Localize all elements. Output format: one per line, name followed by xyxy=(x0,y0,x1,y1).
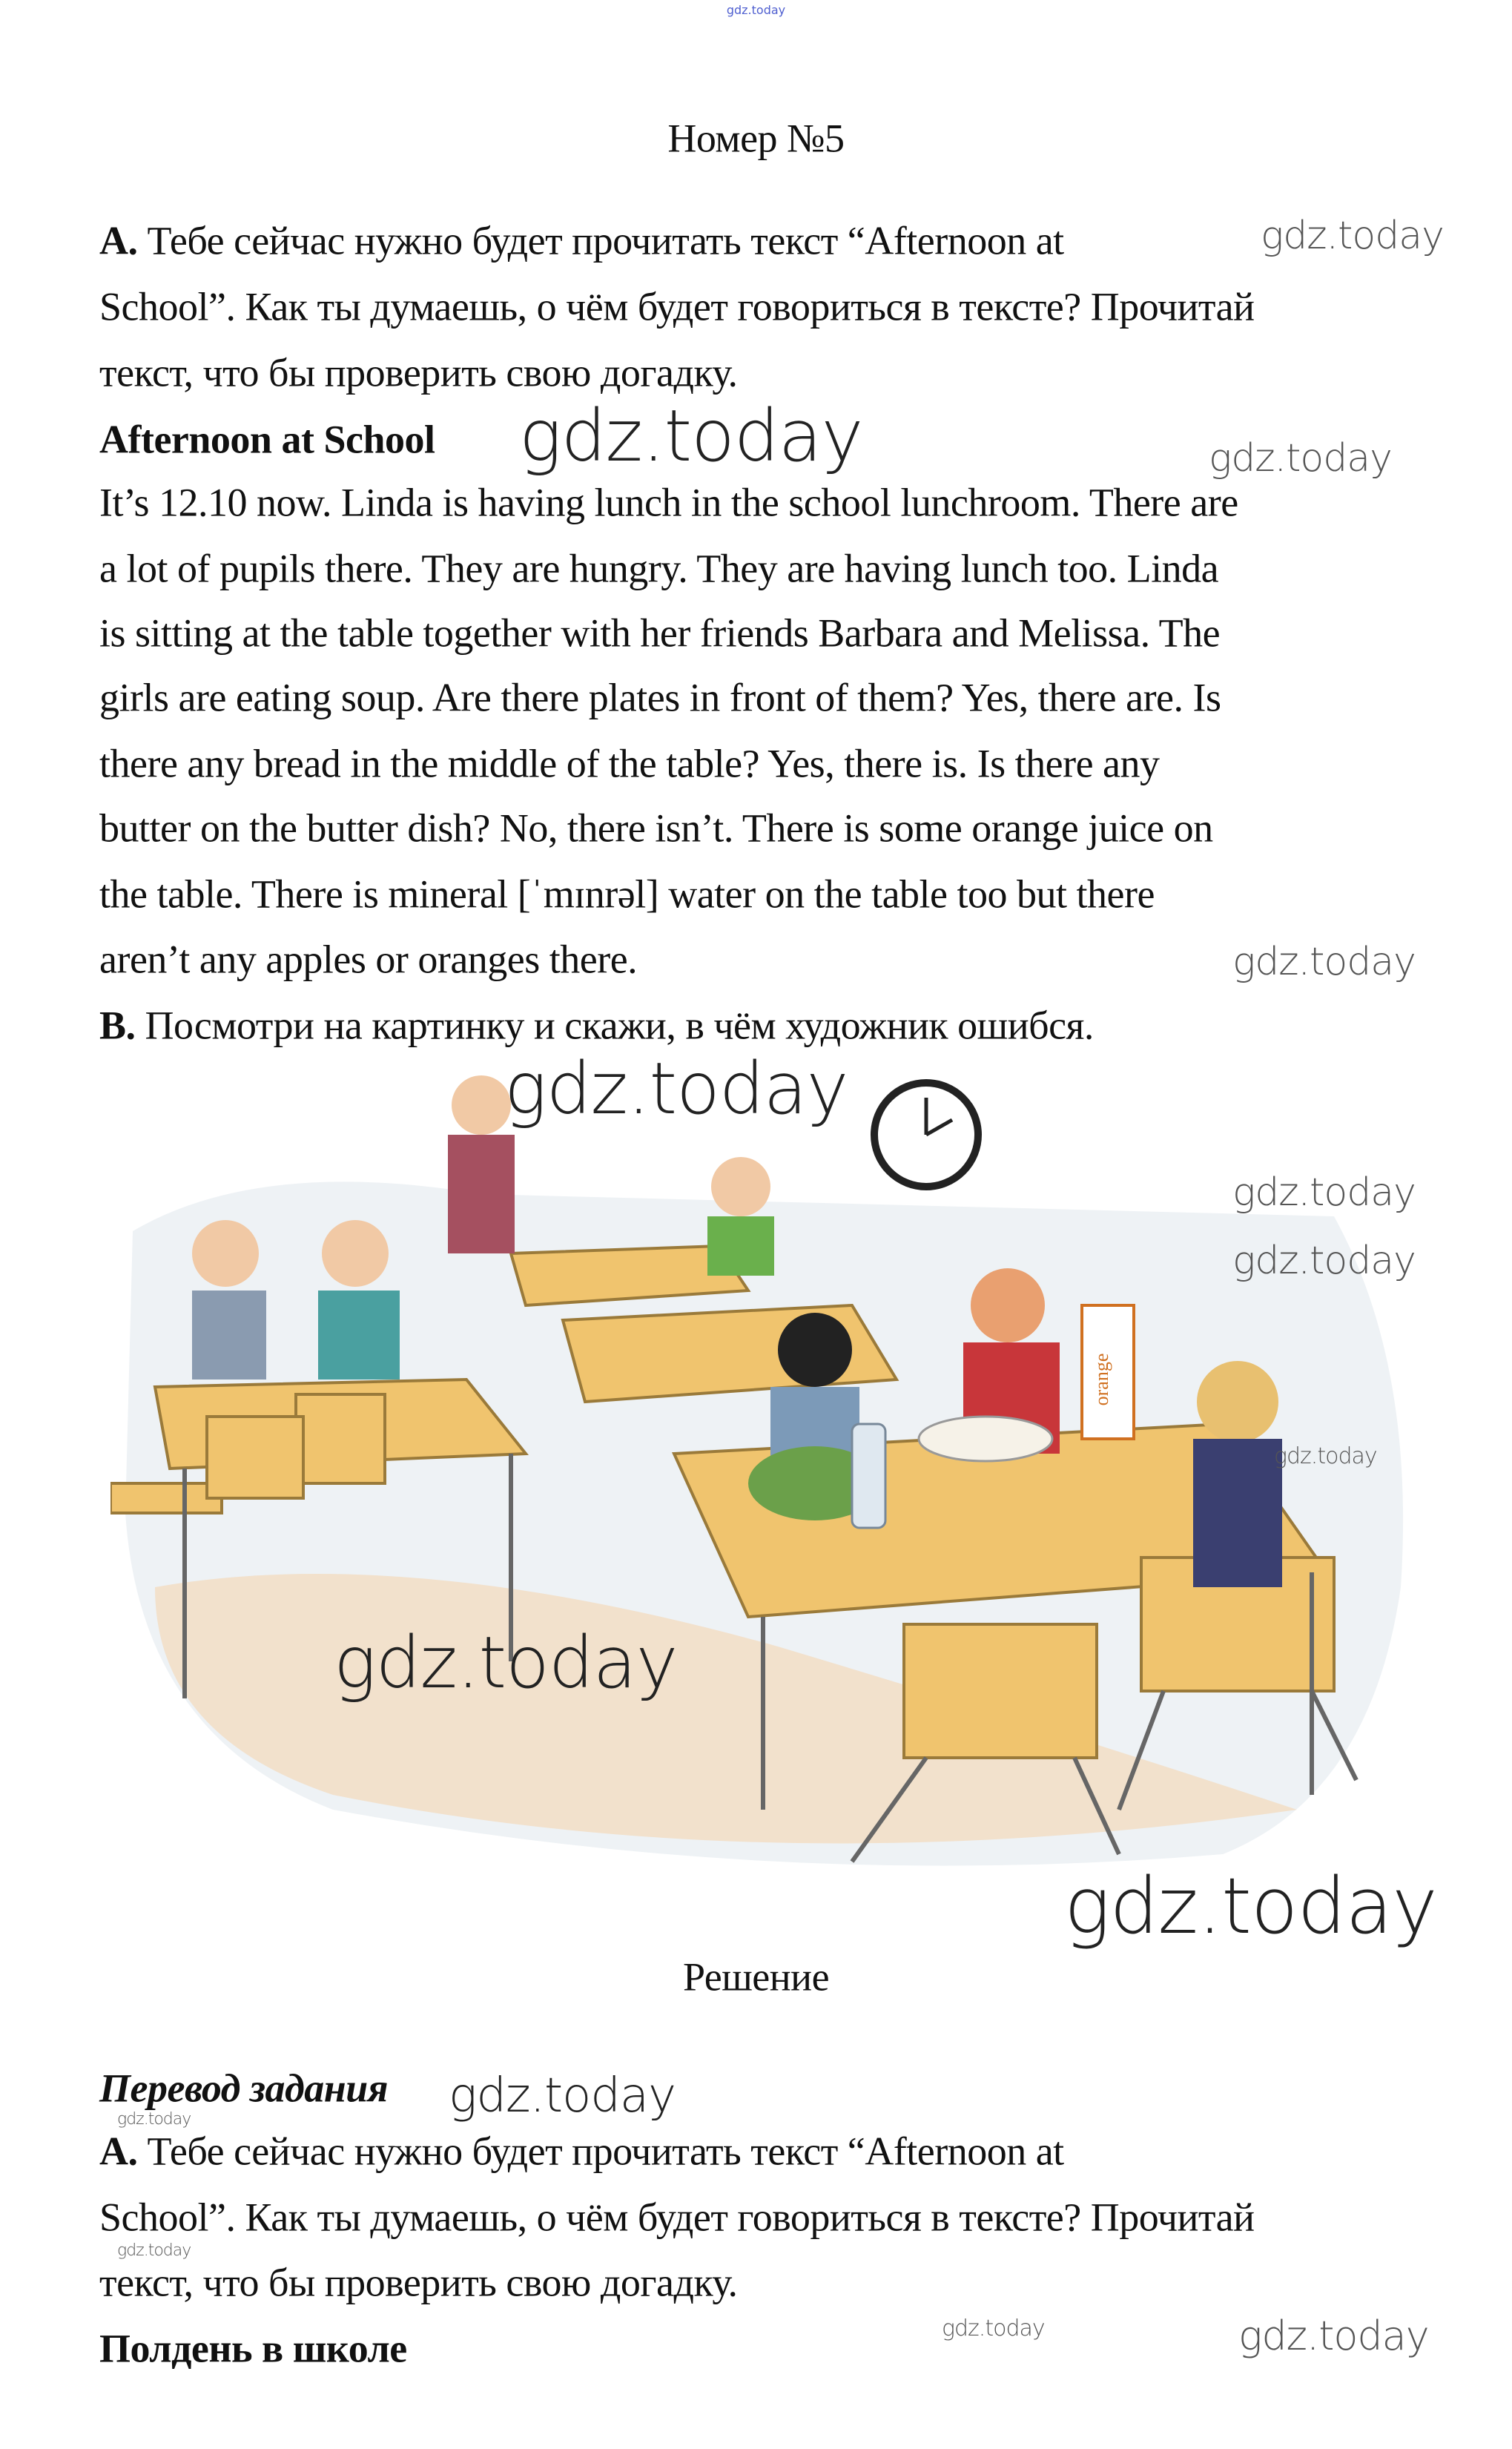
watermark: gdz.today xyxy=(1261,214,1444,258)
story-line: butter on the butter dish? No, there isn’t. There is some orange juice on xyxy=(99,805,1213,851)
translation-line-3: текст, что бы проверить свою догадку. xyxy=(99,2260,738,2305)
carton-label: orange xyxy=(1091,1353,1112,1406)
watermark: gdz.today xyxy=(1274,1443,1377,1469)
task-a-text: Тебе сейчас нужно будет прочитать текст “Afternoon at xyxy=(147,218,1064,263)
story-line: the table. There is mineral [ˈmɪnrəl] water on the table too but there xyxy=(99,871,1155,917)
page-title: Номер №5 xyxy=(667,116,845,161)
story-line: a lot of pupils there. They are hungry. They are having lunch too. Linda xyxy=(99,546,1219,591)
watermark: gdz.today xyxy=(117,2110,191,2129)
solution-heading: Решение xyxy=(682,1954,830,2000)
watermark: gdz.today xyxy=(1232,940,1416,984)
top-watermark: gdz.today xyxy=(726,3,786,17)
task-b-label: B. xyxy=(99,1003,136,1048)
bread-plate xyxy=(919,1417,1052,1461)
translation-line-2: School”. Как ты думаешь, о чём будет говориться в тексте? Прочитай xyxy=(99,2195,1255,2240)
story-line: girls are eating soup. Are there plates in front of them? Yes, there are. Is xyxy=(99,675,1221,720)
watermark: gdz.today xyxy=(334,1621,678,1704)
task-a-line-3: текст, что бы проверить свою догадку. xyxy=(99,350,738,395)
translation-label: A. xyxy=(99,2129,138,2174)
mineral-water-bottle xyxy=(852,1424,885,1528)
story-line: there any bread in the middle of the table? Yes, there is. Is there any xyxy=(99,741,1160,786)
watermark: gdz.today xyxy=(449,2069,676,2123)
translation-story-heading: Полдень в школе xyxy=(99,2326,407,2371)
translation-line-1 xyxy=(99,2129,1064,2173)
watermark: gdz.today xyxy=(1209,436,1392,481)
watermark: gdz.today xyxy=(1232,1239,1416,1283)
watermark: gdz.today xyxy=(117,2241,191,2260)
story-line: is sitting at the table together with her friends Barbara and Melissa. The xyxy=(99,610,1221,656)
task-a-label: A. xyxy=(99,218,138,263)
translation-text: Тебе сейчас нужно будет прочитать текст “Afternoon at xyxy=(147,2129,1064,2174)
wall-clock-icon xyxy=(874,1083,978,1187)
task-a-line-1 xyxy=(99,219,1064,263)
watermark: gdz.today xyxy=(504,1047,848,1130)
task-a-line-2: School”. Как ты думаешь, о чём будет говориться в тексте? Прочитай xyxy=(99,284,1255,329)
watermark: gdz.today xyxy=(519,395,863,478)
task-b xyxy=(99,1003,1094,1047)
watermark: gdz.today xyxy=(1232,1170,1416,1215)
story-line: aren’t any apples or oranges there. xyxy=(99,937,638,982)
watermark: gdz.today xyxy=(942,2315,1045,2341)
watermark: gdz.today xyxy=(1238,2313,1429,2359)
task-b-text: Посмотри на картинку и скажи, в чём художник ошибся. xyxy=(145,1003,1094,1048)
story-heading: Afternoon at School xyxy=(99,417,435,462)
watermark: gdz.today xyxy=(1064,1861,1437,1951)
translation-heading: Перевод задания xyxy=(99,2066,389,2111)
story-line: It’s 12.10 now. Linda is having lunch in the school lunchroom. There are xyxy=(99,480,1238,525)
